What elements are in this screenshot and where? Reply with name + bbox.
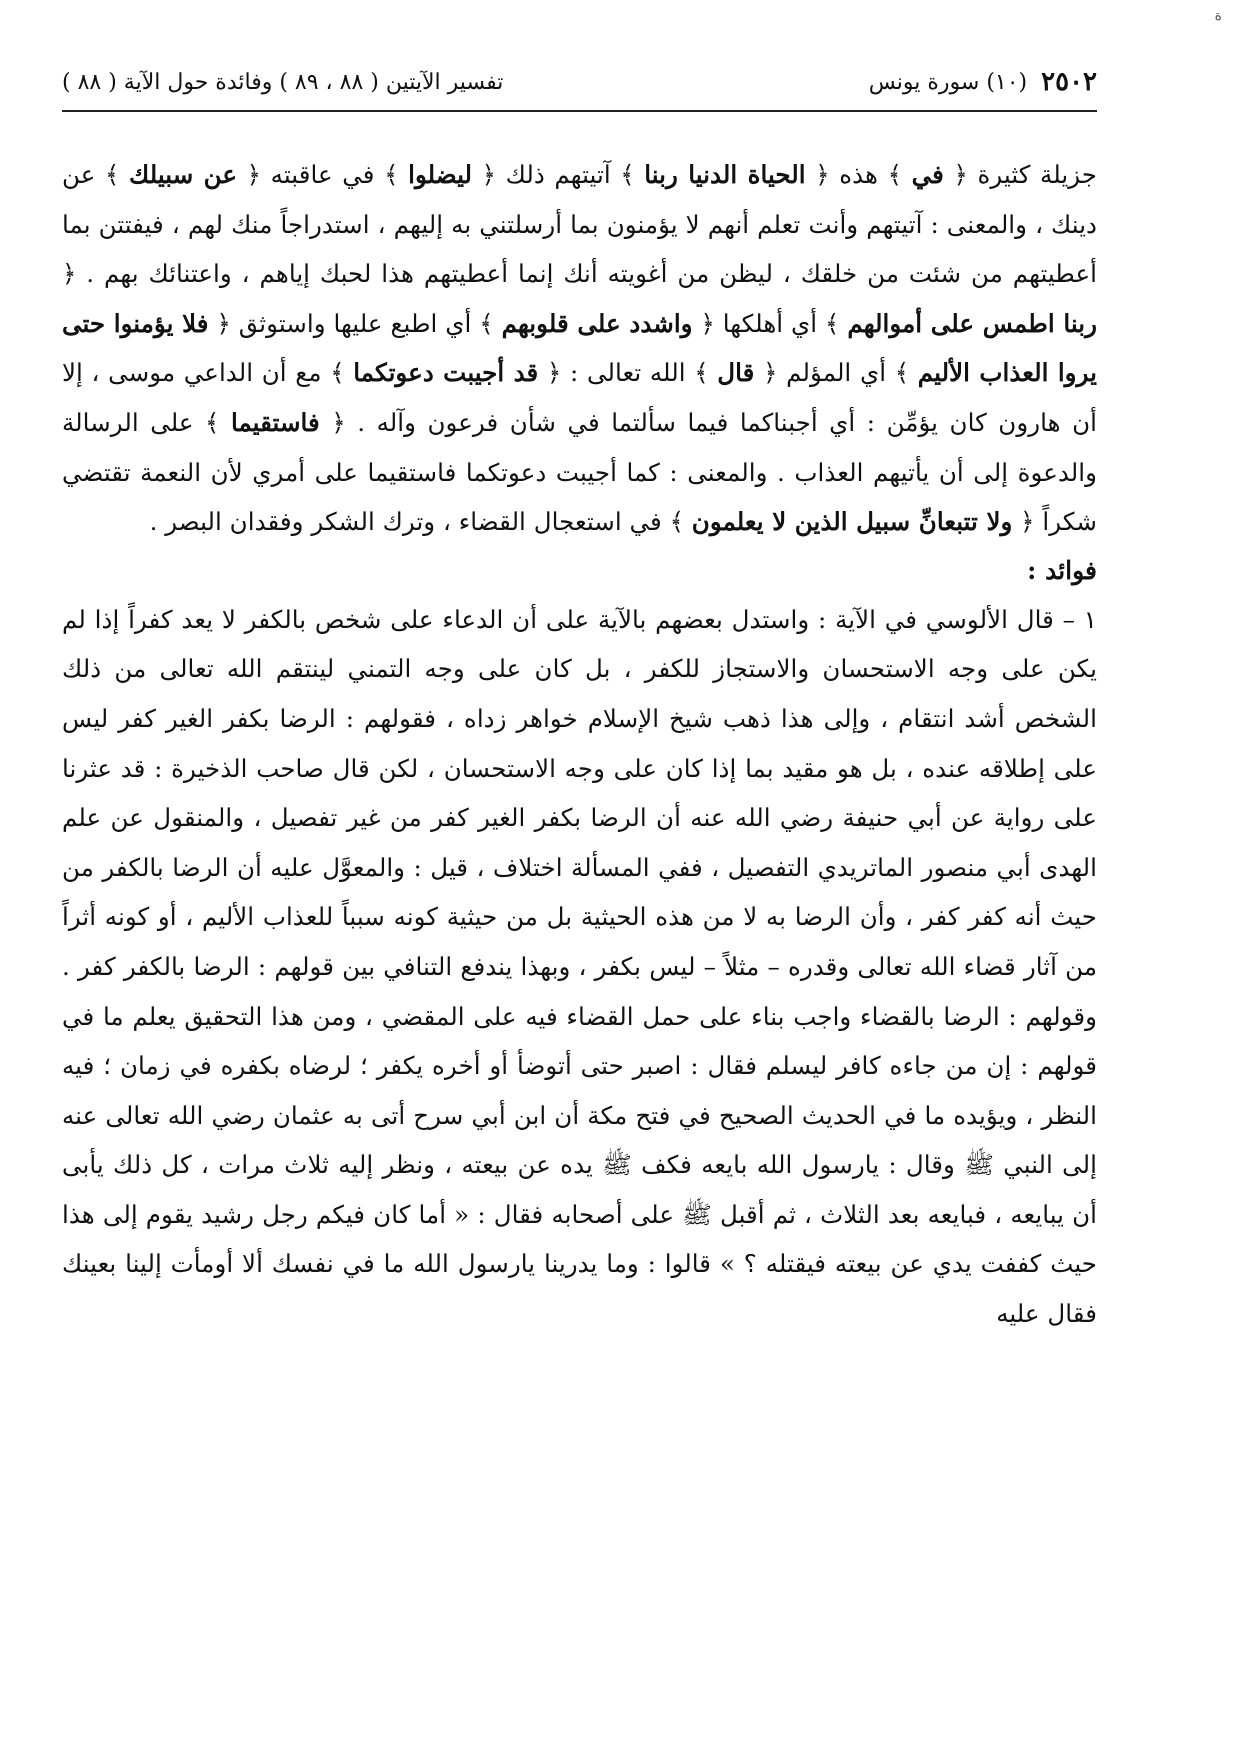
quran-quote: فاستقيما bbox=[230, 407, 320, 437]
text-run: ﴾ في استعجال القضاء ، وترك الشكر وفقدان البصر . bbox=[149, 507, 692, 537]
text-run: ﴾ آتيتهم ذلك ﴿ bbox=[472, 160, 645, 189]
header-right bbox=[869, 67, 1097, 97]
page-body bbox=[62, 150, 1097, 1740]
text-run: ﴾ مع أن الداعي موسى ، إلا أن هارون كان يؤمِّن : أي أجبناكما فيما سألتما في شأن فرعون وآله . ﴿ bbox=[62, 358, 1097, 437]
tafsir-paragraph bbox=[62, 150, 1097, 547]
text-run: ﴾ في عاقبته ﴿ bbox=[237, 160, 409, 189]
running-header bbox=[62, 62, 1097, 112]
text-run: ﴾ الله تعالى : ﴿ bbox=[538, 358, 718, 388]
page-number: ٢٥٠٢ bbox=[1041, 67, 1097, 97]
quran-quote: قال bbox=[717, 358, 755, 388]
text-run: ﴾ أي اطبع عليها واستوثق ﴿ bbox=[208, 308, 502, 338]
quran-quote: ليضلوا bbox=[408, 160, 473, 189]
text-run: ﴾ هذه ﴿ bbox=[805, 160, 912, 189]
surah-title: (١٠) سورة يونس bbox=[868, 69, 1028, 95]
section-topic: تفسير الآيتين ( ٨٨ ، ٨٩ ) وفائدة حول الآية ( ٨٨ ) bbox=[62, 69, 504, 95]
quran-quote: ربنا اطمس على أموالهم bbox=[847, 308, 1097, 338]
quran-quote: ولا تتبعانِّ سبيل الذين لا يعلمون bbox=[691, 507, 1013, 537]
text-run: جزيلة كثيرة ﴿ bbox=[943, 160, 1097, 189]
quran-quote: فلا يؤمنوا حتى يروا العذاب الأليم bbox=[62, 308, 1097, 388]
fawaid-paragraph bbox=[62, 595, 1097, 1339]
quran-quote: عن سبيلك bbox=[129, 160, 238, 189]
quran-quote: في bbox=[911, 160, 944, 189]
corner-mark: ة bbox=[1214, 8, 1222, 24]
quran-quote: الحياة الدنيا ربنا bbox=[644, 160, 806, 189]
fawaid-heading: فوائد : bbox=[1027, 555, 1097, 585]
text-run: ﴾ أي أهلكها ﴿ bbox=[692, 308, 848, 338]
text-run: ﴾ أي المؤلم ﴿ bbox=[754, 358, 918, 388]
text-run: ١ – قال الألوسي في الآية : واستدل بعضهم بالآية على أن الدعاء على شخص بالكفر لا يعد كفراً إذا لم يكن على وجه الاستحسان والاستجاز للكفر ، بل كان على وجه التمني لينتقم الله تعالى من ذلك الشخص أشد انتقام ، وإلى هذا ذهب شيخ الإسلام خواهر زداه ، فقولهم : الرضا بكفر الغير كفر ليس على إطلاقه عنده ، بل هو مقيد بما إذا كان على وجه الاستحسان ، لكن قال صاحب الذخيرة : قد عثرنا على رواية عن أبي حنيفة رضي الله عنه أن الرضا بكفر الغير كفر من غير تفصيل ، والمنقول عن علم الهدى أبي منصور الماتريدي التفصيل ، ففي المسألة اختلاف ، قيل : والمعوَّل عليه أن الرضا بالكفر من حيث أنه كفر كفر ، وأن الرضا به لا من هذه الحيثية بل من حيثية كونه سبباً للعذاب الأليم ، أو كونه أثراً من آثار قضاء الله تعالى وقدره – مثلاً – ليس بكفر ، وبهذا يندفع التنافي بين قولهم : الرضا بالكفر كفر . وقولهم : الرضا بالقضاء واجب بناء على حمل القضاء فيه على المقضي ، ومن هذا التحقيق يعلم ما في قولهم : إن من جاءه كافر ليسلم فقال : اصبر حتى أتوضأ أو أخره يكفر ؛ لرضاه بكفره في زمان ؛ فيه النظر ، ويؤيده ما في الحديث الصحيح في فتح مكة أن ابن أبي سرح أتى به عثمان رضي الله تعالى عنه إلى النبي ﷺ وقال : يارسول الله بايعه فكف ﷺ يده عن بيعته ، ونظر إليه ثلاث مرات ، كل ذلك يأبى أن يبايعه ، فبايعه بعد الثلاث ، ثم أقبل ﷺ على أصحابه فقال : « أما كان فيكم رجل رشيد يقوم إلى هذا حيث كففت يدي عن بيعته فيقتله ؟ » قالوا : وما يدرينا يارسول الله ما في نفسك ألا أومأت إلينا بعينك فقال عليه bbox=[62, 604, 1097, 1329]
text-run: ﴾ على الرسالة والدعوة إلى أن يأتيهم العذاب . والمعنى : كما أجيبت دعوتكما فاستقيما على أمري لأن النعمة تقتضي شكراً ﴿ bbox=[62, 407, 1097, 537]
quran-quote: قد أجيبت دعوتكما bbox=[353, 358, 539, 388]
text-run: ﴾ عن دينك ، والمعنى : آتيتهم وأنت تعلم أنهم لا يؤمنون بما أرسلتني به إليهم ، استدراجاً منك لهم ، فيفتتن بما أعطيتهم من شئت من خلقك ، ليظن من أغويته أنك إنما أعطيتهم هذا لحبك إياهم ، واعتنائك بهم . ﴿ bbox=[62, 160, 1097, 289]
quran-quote: واشدد على قلوبهم bbox=[501, 308, 693, 338]
